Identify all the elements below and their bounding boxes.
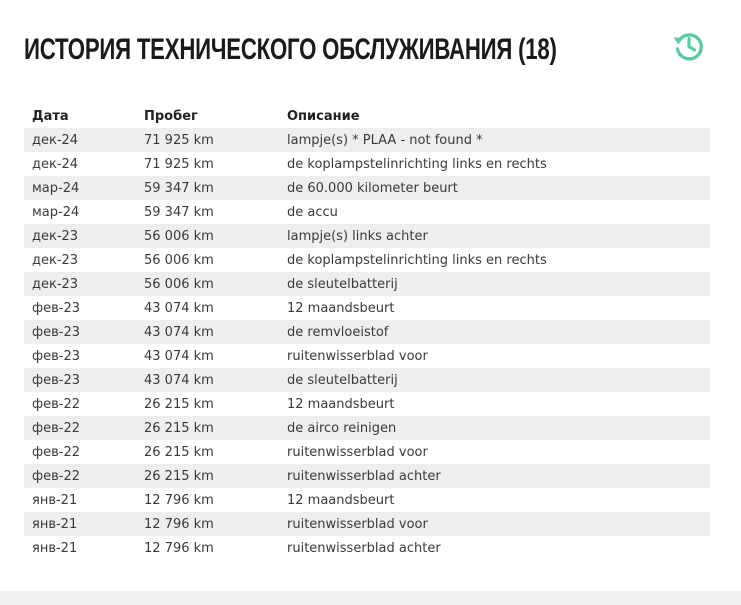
cell-date: фев-23	[24, 320, 136, 344]
cell-date: мар-24	[24, 176, 136, 200]
cell-description: 12 maandsbeurt	[287, 396, 395, 412]
cell-date: фев-22	[32, 396, 81, 412]
history-icon[interactable]	[670, 27, 708, 65]
cell-mileage: 12 796 km	[144, 492, 214, 508]
table-row	[24, 536, 710, 560]
cell-date: мар-24	[32, 204, 80, 220]
cell-mileage: 43 074 km	[144, 300, 214, 316]
cell-description: 12 maandsbeurt	[287, 492, 395, 508]
table-row	[24, 176, 710, 200]
table-row	[24, 272, 710, 296]
table-row	[24, 296, 710, 320]
table-row	[24, 152, 710, 176]
column-header-description: Описание	[287, 108, 360, 124]
cell-date: фев-23	[24, 368, 136, 392]
cell-description: de accu	[287, 204, 338, 220]
cell-date: дек-24	[32, 156, 79, 172]
table-row	[24, 392, 710, 416]
cell-mileage: 26 215 km	[144, 396, 214, 412]
cell-mileage: 43 074 km	[136, 368, 279, 392]
table-row	[24, 368, 710, 392]
cell-mileage: 56 006 km	[136, 224, 279, 248]
cell-description: 12 maandsbeurt	[287, 300, 395, 316]
cell-description: ruitenwisserblad achter	[279, 464, 710, 488]
cell-date: фев-23	[32, 348, 81, 364]
cell-mileage: 59 347 km	[136, 176, 279, 200]
page-title: ИСТОРИЯ ТЕХНИЧЕСКОГО ОБСЛУЖИВАНИЯ (18)	[24, 33, 557, 66]
cell-description: de sleutelbatterij	[279, 368, 710, 392]
cell-description: de koplampstelinrichting links en rechts	[287, 156, 547, 172]
cell-mileage: 26 215 km	[136, 416, 279, 440]
cell-description: de airco reinigen	[279, 416, 710, 440]
table-row	[24, 128, 710, 152]
cell-date: дек-23	[32, 252, 79, 268]
cell-date: фев-22	[32, 444, 81, 460]
cell-description: lampje(s) * PLAA - not found *	[279, 128, 710, 152]
table-row	[24, 224, 710, 248]
cell-description: ruitenwisserblad voor	[287, 348, 428, 364]
cell-description: ruitenwisserblad achter	[287, 540, 441, 556]
table-row	[24, 344, 710, 368]
cell-description: de 60.000 kilometer beurt	[279, 176, 710, 200]
cell-date: янв-21	[32, 492, 78, 508]
cell-description: de remvloeistof	[279, 320, 710, 344]
cell-mileage: 43 074 km	[144, 348, 214, 364]
cell-mileage: 56 006 km	[136, 272, 279, 296]
cell-mileage: 56 006 km	[144, 252, 214, 268]
table-row	[24, 416, 710, 440]
cell-mileage: 26 215 km	[144, 444, 214, 460]
table-body	[24, 128, 710, 560]
cell-mileage: 59 347 km	[144, 204, 214, 220]
cell-description: de sleutelbatterij	[279, 272, 710, 296]
table-row	[24, 200, 710, 224]
footer-band	[0, 591, 741, 605]
cell-mileage: 71 925 km	[136, 128, 279, 152]
maintenance-table	[24, 104, 710, 560]
cell-description: de koplampstelinrichting links en rechts	[287, 252, 547, 268]
cell-mileage: 12 796 km	[136, 512, 279, 536]
cell-date: янв-21	[32, 540, 78, 556]
table-header-row	[24, 104, 710, 128]
cell-date: фев-22	[24, 464, 136, 488]
cell-date: фев-22	[24, 416, 136, 440]
column-header-date: Дата	[32, 108, 69, 124]
cell-date: дек-23	[24, 224, 136, 248]
cell-date: фев-23	[32, 300, 81, 316]
cell-description: ruitenwisserblad voor	[287, 444, 428, 460]
table-row	[24, 248, 710, 272]
cell-date: янв-21	[24, 512, 136, 536]
cell-date: дек-24	[24, 128, 136, 152]
cell-mileage: 43 074 km	[136, 320, 279, 344]
table-row	[24, 464, 710, 488]
cell-mileage: 71 925 km	[144, 156, 214, 172]
table-row	[24, 488, 710, 512]
cell-description: lampje(s) links achter	[279, 224, 710, 248]
cell-mileage: 26 215 km	[136, 464, 279, 488]
table-row	[24, 440, 710, 464]
table-row	[24, 512, 710, 536]
cell-description: ruitenwisserblad voor	[279, 512, 710, 536]
cell-mileage: 12 796 km	[144, 540, 214, 556]
column-header-mileage: Пробег	[144, 108, 198, 124]
cell-date: дек-23	[24, 272, 136, 296]
table-row	[24, 320, 710, 344]
